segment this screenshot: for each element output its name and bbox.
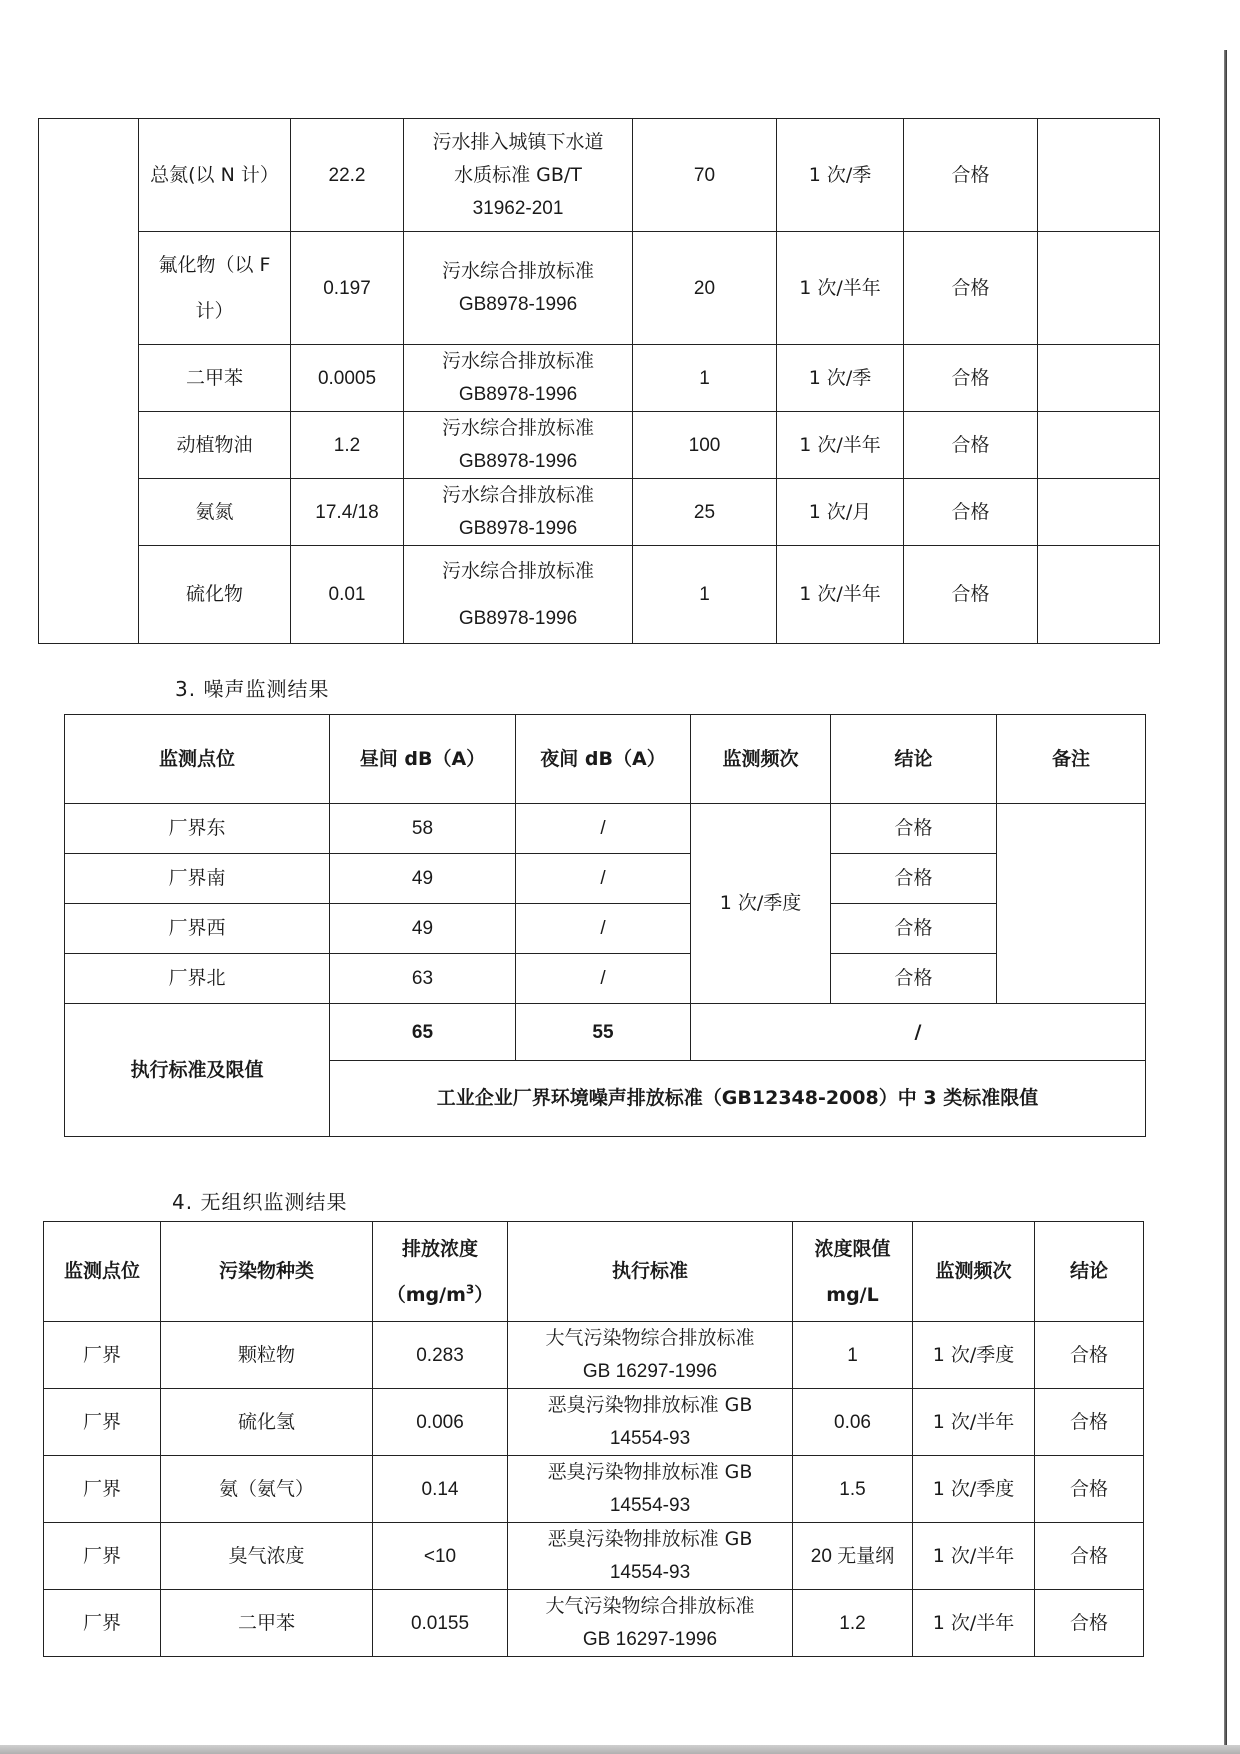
scan-page-edge-bottom bbox=[0, 1745, 1240, 1754]
limit-cell: 1.2 bbox=[793, 1590, 913, 1657]
point-cell: 厂界 bbox=[44, 1456, 161, 1523]
limit-cell: 20 无量纲 bbox=[793, 1523, 913, 1590]
table-row bbox=[65, 804, 1146, 854]
point-cell: 厂界北 bbox=[65, 954, 330, 1004]
point-cell: 厂界东 bbox=[65, 804, 330, 854]
table-row bbox=[44, 1322, 1144, 1389]
value-cell: 17.4/18 bbox=[291, 479, 404, 546]
conclusion-cell: 合格 bbox=[904, 345, 1038, 412]
night-cell: / bbox=[516, 854, 691, 904]
day-cell: 63 bbox=[330, 954, 516, 1004]
header-night: 夜间 dB（A） bbox=[516, 715, 691, 804]
table-row bbox=[39, 546, 1160, 644]
concentration-cell: 0.0155 bbox=[373, 1590, 508, 1657]
header-standard: 执行标准 bbox=[508, 1222, 793, 1322]
limit-row bbox=[65, 1004, 1146, 1061]
pollutant-cell: 颗粒物 bbox=[161, 1322, 373, 1389]
remark-cell bbox=[1038, 412, 1160, 479]
limit-cell: 100 bbox=[633, 412, 777, 479]
wastewater-table bbox=[38, 118, 1160, 644]
day-cell: 49 bbox=[330, 904, 516, 954]
pollutant-cell: 二甲苯 bbox=[139, 345, 291, 412]
table-row bbox=[39, 412, 1160, 479]
day-cell: 49 bbox=[330, 854, 516, 904]
header-day: 昼间 dB（A） bbox=[330, 715, 516, 804]
point-cell: 厂界 bbox=[44, 1523, 161, 1590]
concentration-cell: 0.006 bbox=[373, 1389, 508, 1456]
night-cell: / bbox=[516, 954, 691, 1004]
standard-label-cell: 执行标准及限值 bbox=[65, 1004, 330, 1137]
pollutant-cell: 氨氮 bbox=[139, 479, 291, 546]
header-remark: 备注 bbox=[997, 715, 1146, 804]
standard-cell: 污水综合排放标准 GB8978-1996 bbox=[404, 345, 633, 412]
frequency-cell: 1 次/季度 bbox=[691, 804, 831, 1004]
frequency-cell: 1 次/半年 bbox=[777, 546, 904, 644]
conclusion-cell: 合格 bbox=[904, 412, 1038, 479]
header-point: 监测点位 bbox=[44, 1222, 161, 1322]
pollutant-cell: 硫化物 bbox=[139, 546, 291, 644]
remark-cell bbox=[1038, 345, 1160, 412]
night-cell: / bbox=[516, 904, 691, 954]
standard-cell: 恶臭污染物排放标准 GB 14554-93 bbox=[508, 1456, 793, 1523]
header-conclusion: 结论 bbox=[831, 715, 997, 804]
table-row bbox=[44, 1523, 1144, 1590]
header-limit: 浓度限值 mg/L bbox=[793, 1222, 913, 1322]
standard-cell: 污水排入城镇下水道 水质标准 GB/T 31962-201 bbox=[404, 119, 633, 232]
point-cell: 厂界 bbox=[44, 1322, 161, 1389]
pollutant-cell: 动植物油 bbox=[139, 412, 291, 479]
point-cell: 厂界 bbox=[44, 1590, 161, 1657]
standard-cell: 大气污染物综合排放标准 GB 16297-1996 bbox=[508, 1590, 793, 1657]
table-row bbox=[39, 232, 1160, 345]
table-row bbox=[44, 1590, 1144, 1657]
conclusion-cell: 合格 bbox=[831, 954, 997, 1004]
pollutant-cell: 臭气浓度 bbox=[161, 1523, 373, 1590]
limit-cell: 0.06 bbox=[793, 1389, 913, 1456]
frequency-cell: 1 次/季 bbox=[777, 119, 904, 232]
conclusion-cell: 合格 bbox=[1035, 1456, 1144, 1523]
pollutant-cell: 氟化物（以 F 计） bbox=[139, 232, 291, 345]
night-limit-cell: 55 bbox=[516, 1004, 691, 1061]
pollutant-cell: 氨（氨气） bbox=[161, 1456, 373, 1523]
standard-cell: 污水综合排放标准 GB8978-1996 bbox=[404, 232, 633, 345]
standard-cell: 污水综合排放标准 GB8978-1996 bbox=[404, 479, 633, 546]
conclusion-cell: 合格 bbox=[831, 804, 997, 854]
concentration-cell: <10 bbox=[373, 1523, 508, 1590]
noise-table bbox=[64, 714, 1146, 1137]
frequency-cell: 1 次/半年 bbox=[913, 1389, 1035, 1456]
frequency-cell: 1 次/半年 bbox=[777, 412, 904, 479]
header-frequency: 监测频次 bbox=[691, 715, 831, 804]
table-row bbox=[39, 119, 1160, 232]
point-cell: 厂界 bbox=[44, 1389, 161, 1456]
conclusion-cell: 合格 bbox=[904, 546, 1038, 644]
frequency-cell: 1 次/季度 bbox=[913, 1456, 1035, 1523]
night-cell: / bbox=[516, 804, 691, 854]
conclusion-cell: 合格 bbox=[1035, 1523, 1144, 1590]
fugitive-section-title: 4. 无组织监测结果 bbox=[172, 1190, 348, 1214]
limit-cell: 1.5 bbox=[793, 1456, 913, 1523]
remark-cell bbox=[997, 804, 1146, 1004]
noise-section-title: 3. 噪声监测结果 bbox=[175, 677, 330, 701]
header-point: 监测点位 bbox=[65, 715, 330, 804]
limit-cell: 1 bbox=[633, 345, 777, 412]
day-limit-cell: 65 bbox=[330, 1004, 516, 1061]
conclusion-cell: 合格 bbox=[904, 119, 1038, 232]
frequency-cell: 1 次/季 bbox=[777, 345, 904, 412]
fugitive-emissions-table bbox=[43, 1221, 1144, 1657]
conclusion-cell: 合格 bbox=[904, 479, 1038, 546]
conclusion-cell: 合格 bbox=[831, 854, 997, 904]
table-row bbox=[39, 345, 1160, 412]
limit-cell: 70 bbox=[633, 119, 777, 232]
concentration-cell: 0.283 bbox=[373, 1322, 508, 1389]
table-row bbox=[44, 1456, 1144, 1523]
standard-cell: 恶臭污染物排放标准 GB 14554-93 bbox=[508, 1389, 793, 1456]
conclusion-cell: 合格 bbox=[1035, 1322, 1144, 1389]
remark-cell bbox=[1038, 546, 1160, 644]
pollutant-cell: 硫化氢 bbox=[161, 1389, 373, 1456]
value-cell: 22.2 bbox=[291, 119, 404, 232]
value-cell: 1.2 bbox=[291, 412, 404, 479]
pollutant-cell: 二甲苯 bbox=[161, 1590, 373, 1657]
standard-cell: 大气污染物综合排放标准 GB 16297-1996 bbox=[508, 1322, 793, 1389]
conclusion-cell: 合格 bbox=[831, 904, 997, 954]
remark-cell bbox=[1038, 479, 1160, 546]
standard-cell: 恶臭污染物排放标准 GB 14554-93 bbox=[508, 1523, 793, 1590]
frequency-cell: 1 次/季度 bbox=[913, 1322, 1035, 1389]
point-cell: 厂界西 bbox=[65, 904, 330, 954]
table-header-row bbox=[65, 715, 1146, 804]
value-cell: 0.0005 bbox=[291, 345, 404, 412]
header-concentration: 排放浓度 $(mg/m^3)$ bbox=[373, 1222, 508, 1322]
table-row bbox=[44, 1389, 1144, 1456]
conclusion-cell: 合格 bbox=[1035, 1389, 1144, 1456]
limit-other-cell: / bbox=[691, 1004, 1146, 1061]
merged-category-cell bbox=[39, 119, 139, 644]
day-cell: 58 bbox=[330, 804, 516, 854]
header-frequency: 监测频次 bbox=[913, 1222, 1035, 1322]
limit-cell: 1 bbox=[633, 546, 777, 644]
header-conclusion: 结论 bbox=[1035, 1222, 1144, 1322]
remark-cell bbox=[1038, 232, 1160, 345]
value-cell: 0.01 bbox=[291, 546, 404, 644]
limit-cell: 25 bbox=[633, 479, 777, 546]
table-row bbox=[65, 854, 1146, 904]
standard-cell: 污水综合排放标准 GB8978-1996 bbox=[404, 412, 633, 479]
point-cell: 厂界南 bbox=[65, 854, 330, 904]
table-row bbox=[39, 479, 1160, 546]
frequency-cell: 1 次/半年 bbox=[777, 232, 904, 345]
value-cell: 0.197 bbox=[291, 232, 404, 345]
table-row bbox=[65, 904, 1146, 954]
frequency-cell: 1 次/半年 bbox=[913, 1523, 1035, 1590]
conclusion-cell: 合格 bbox=[904, 232, 1038, 345]
scan-page-edge-right bbox=[1224, 50, 1227, 1750]
pollutant-cell: 总氮(以 N 计） bbox=[139, 119, 291, 232]
table-header-row bbox=[44, 1222, 1144, 1322]
standard-cell: 污水综合排放标准 GB8978-1996 bbox=[404, 546, 633, 644]
remark-cell bbox=[1038, 119, 1160, 232]
limit-cell: 1 bbox=[793, 1322, 913, 1389]
frequency-cell: 1 次/半年 bbox=[913, 1590, 1035, 1657]
header-pollutant: 污染物种类 bbox=[161, 1222, 373, 1322]
conclusion-cell: 合格 bbox=[1035, 1590, 1144, 1657]
frequency-cell: 1 次/月 bbox=[777, 479, 904, 546]
limit-cell: 20 bbox=[633, 232, 777, 345]
concentration-cell: 0.14 bbox=[373, 1456, 508, 1523]
table-row bbox=[65, 954, 1146, 1004]
standard-text-cell: 工业企业厂界环境噪声排放标准（GB12348-2008）中 3 类标准限值 bbox=[330, 1061, 1146, 1137]
